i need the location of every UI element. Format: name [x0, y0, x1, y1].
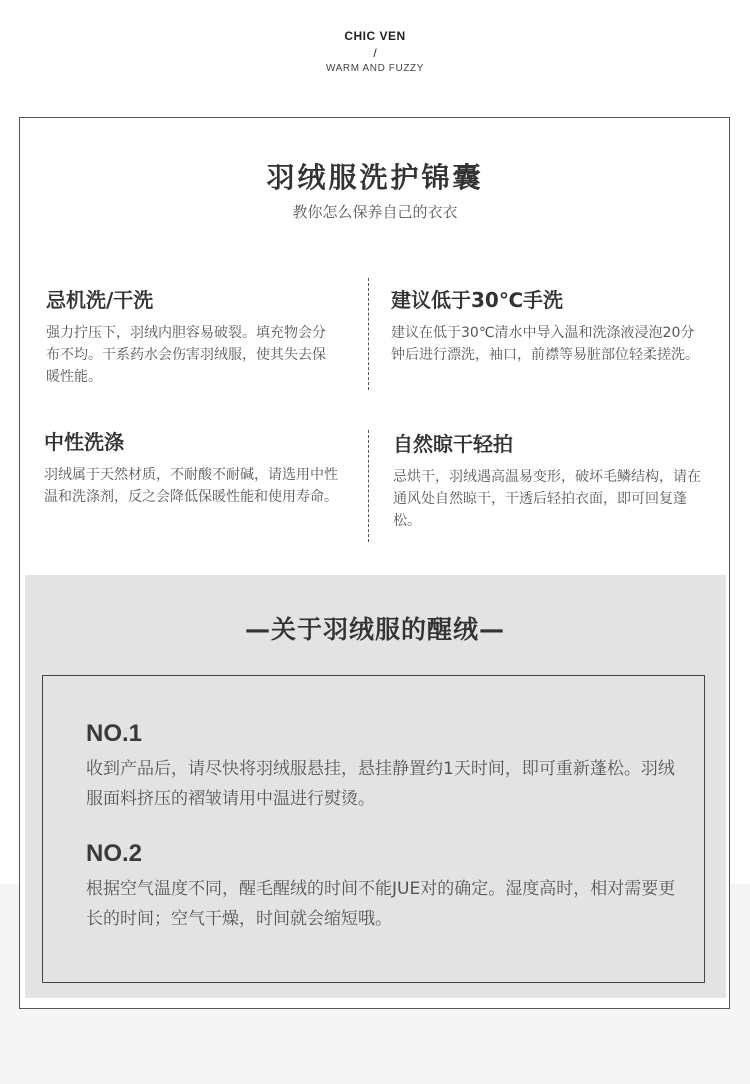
guide-subtitle: 教你怎么保养自己的衣衣: [292, 203, 458, 221]
note-number: NO.2: [86, 840, 143, 867]
brand-header: [0, 28, 750, 76]
fluffing-note: [86, 718, 686, 814]
note-text: 收到产品后，请尽快将羽绒服悬挂，悬挂静置约1天时间，即可重新蓬松。羽绒服面料挤压的褶皱请用中温进行熨烫。: [86, 759, 675, 809]
tip-heading: 自然晾干轻拍: [393, 432, 513, 456]
fluffing-note: [86, 838, 686, 934]
brand-tagline: WARM AND FUZZY: [325, 63, 425, 74]
tip-air-dry: [393, 430, 703, 532]
brand-divider: /: [373, 46, 377, 60]
tip-body: 建议在低于30℃清水中导入温和洗涤液浸泡20分钟后进行漂洗，袖口，前襟等易脏部位轻柔搓洗。: [391, 325, 699, 363]
tip-body: 忌烘干，羽绒遇高温易变形，破坏毛鳞结构，请在通风处自然晾干，干透后轻拍衣面，即可回复蓬松。: [393, 469, 701, 529]
tip-heading: 建议低于30℃手洗: [391, 288, 564, 312]
tip-heading: 忌机洗/干洗: [46, 288, 154, 312]
dashed-divider: [368, 278, 369, 390]
tip-neutral-detergent: [44, 428, 338, 508]
tip-hand-wash: [391, 286, 703, 366]
note-number: NO.1: [86, 720, 143, 747]
tip-body: 强力拧压下，羽绒内胆容易破裂。填充物会分布不均。干系药水会伤害羽绒服，使其失去保暖性能。: [46, 325, 326, 385]
guide-title: 羽绒服洗护锦囊: [266, 161, 484, 194]
note-text: 根据空气温度不同，醒毛醒绒的时间不能JUE对的确定。湿度高时，相对需要更长的时间；空气干燥，时间就会缩短哦。: [86, 879, 676, 929]
tip-heading: 中性洗涤: [44, 430, 124, 454]
dashed-divider: [368, 430, 369, 542]
brand-name: CHIC VEN: [344, 29, 406, 43]
tip-no-machine-wash: [46, 286, 338, 388]
tip-body: 羽绒属于天然材质，不耐酸不耐碱，请选用中性温和洗涤剂，反之会降低保暖性能和使用寿命。: [44, 467, 338, 505]
fluffing-title: —关于羽绒服的醒绒—: [244, 615, 505, 644]
